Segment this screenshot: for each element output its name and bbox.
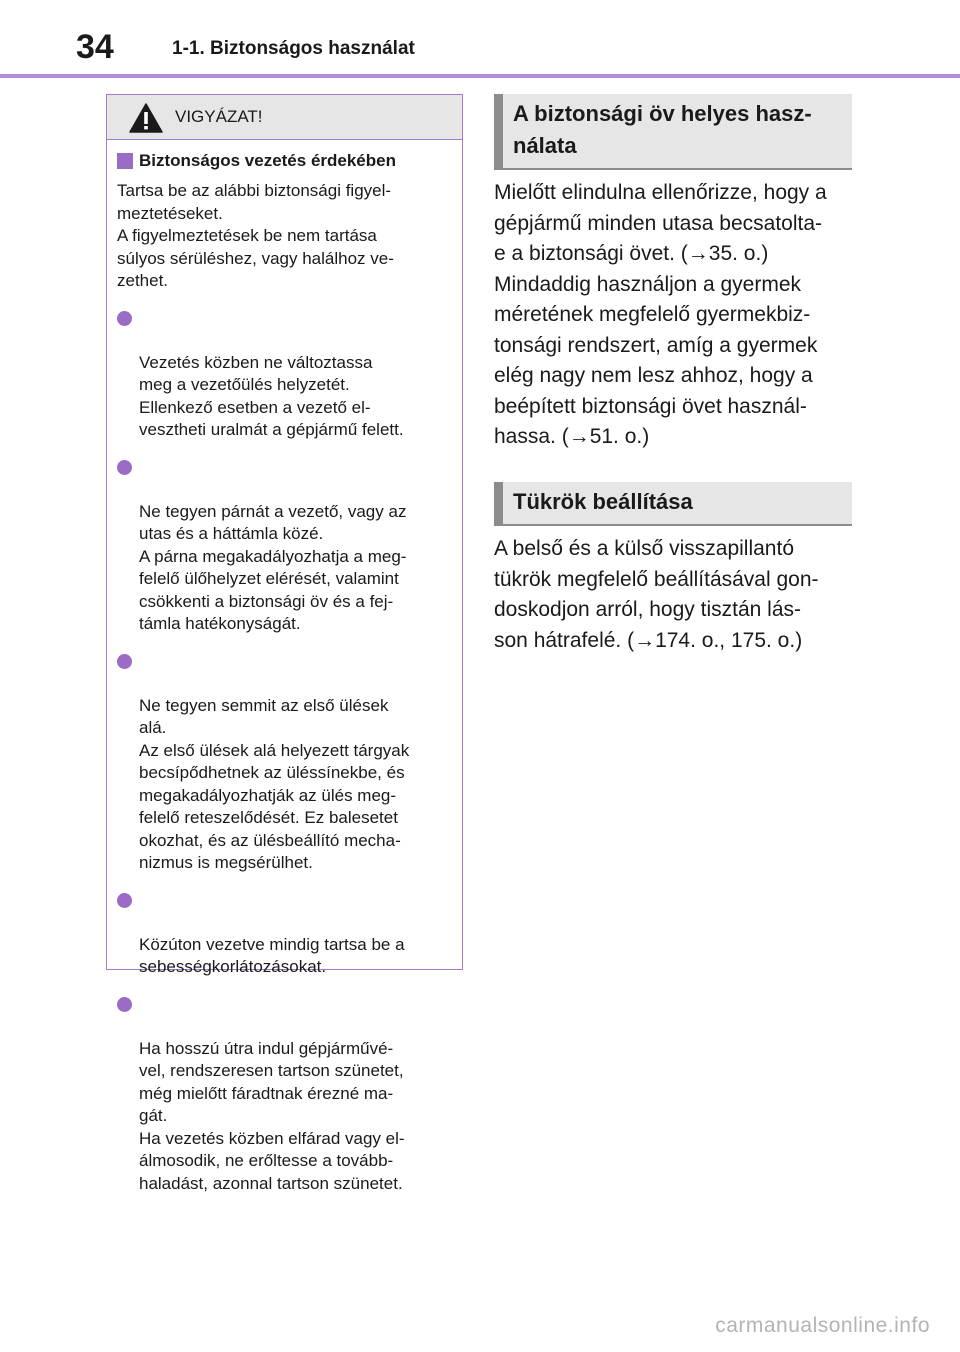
warning-bullet-text: Ne tegyen semmit az első ülések alá. Az első ülések alá helyezett tárgyak becsípődhetnek az üléssínekbe, és megakadályozhatják az ülés meg- felelő reteszelődését. Ez balesetet okozhat, és az ülésbeállító mecha- nizmus is megsérülhet.	[139, 695, 410, 872]
circle-bullet-icon	[117, 997, 132, 1012]
square-bullet-icon	[117, 153, 133, 169]
watermark: carmanualsonline.info	[715, 1314, 930, 1337]
warning-subheading	[117, 150, 448, 172]
warning-bullet-text: Ne tegyen párnát a vezető, vagy az utas és a háttámla közé. A párna megakadályozhatja a meg- felelő ülőhelyzet elérését, valamint csökkenti a biztonsági öv és a fej- támla hatékonyságát.	[139, 501, 407, 633]
warning-box	[106, 94, 463, 1193]
warning-bullet	[117, 889, 448, 979]
warning-subheading-text: Biztonságos vezetés érdekében	[139, 151, 396, 170]
section-title: 1-1. Biztonságos használat	[172, 38, 415, 59]
warning-intro: Tartsa be az alábbi biztonsági figyel- meztetéseket. A figyelmeztetések be nem tartása súlyos sérüléshez, vagy halálhoz ve- zethet.	[117, 181, 394, 290]
seatbelt-section-text: Mielőtt elindulna ellenőrizze, hogy a gépjármű minden utasa becsatolta- e a biztonsági övet. (→35. o.) Mindaddig használjon a gyermek méretének megfelelő gyermekbiz- tonsági rendszert, amíg a gyermek elég nagy nem lesz ahhoz, hogy a beépített biztonsági övet használ- hassa. (→51. o.)	[494, 181, 827, 448]
warning-bullet-text: Vezetés közben ne változtassa meg a vezetőülés helyzetét. Ellenkező esetben a vezető el- vesztheti uralmát a gépjármű felett.	[139, 352, 404, 439]
warning-header	[107, 95, 462, 140]
mirror-section-text: A belső és a külső visszapillantó tükrök megfelelő beállításával gon- doskodjon arról, hogy tisztán lás- son hátrafelé. (→174. o., 175. o.)	[494, 537, 819, 652]
warning-body	[107, 140, 462, 1195]
warning-bullet	[117, 307, 448, 442]
warning-bullet	[117, 650, 448, 875]
circle-bullet-icon	[117, 460, 132, 475]
warning-triangle-icon	[129, 103, 163, 133]
warning-title: VIGYÁZAT!	[175, 107, 263, 126]
seatbelt-section-heading: A biztonsági öv helyes hasz- nálata	[494, 94, 852, 170]
mirror-section-heading: Tükrök beállítása	[494, 482, 852, 526]
circle-bullet-icon	[117, 311, 132, 326]
circle-bullet-icon	[117, 893, 132, 908]
page-header	[0, 0, 960, 80]
warning-bullet	[117, 456, 448, 636]
header-divider	[0, 74, 960, 78]
warning-bullet-text: Ha hosszú útra indul gépjárművé- vel, rendszeresen tartson szünetet, még mielőtt fáradtnak érezné ma- gát. Ha vezetés közben elfárad vagy el- álmosodik, ne erőltesse a tovább- haladást, azonnal tartson szünetet.	[139, 1038, 405, 1193]
warning-bullet	[117, 993, 448, 1196]
circle-bullet-icon	[117, 654, 132, 669]
warning-bullet-text: Közúton vezetve mindig tartsa be a sebességkorlátozásokat.	[139, 934, 405, 976]
page-number: 34	[76, 28, 114, 66]
